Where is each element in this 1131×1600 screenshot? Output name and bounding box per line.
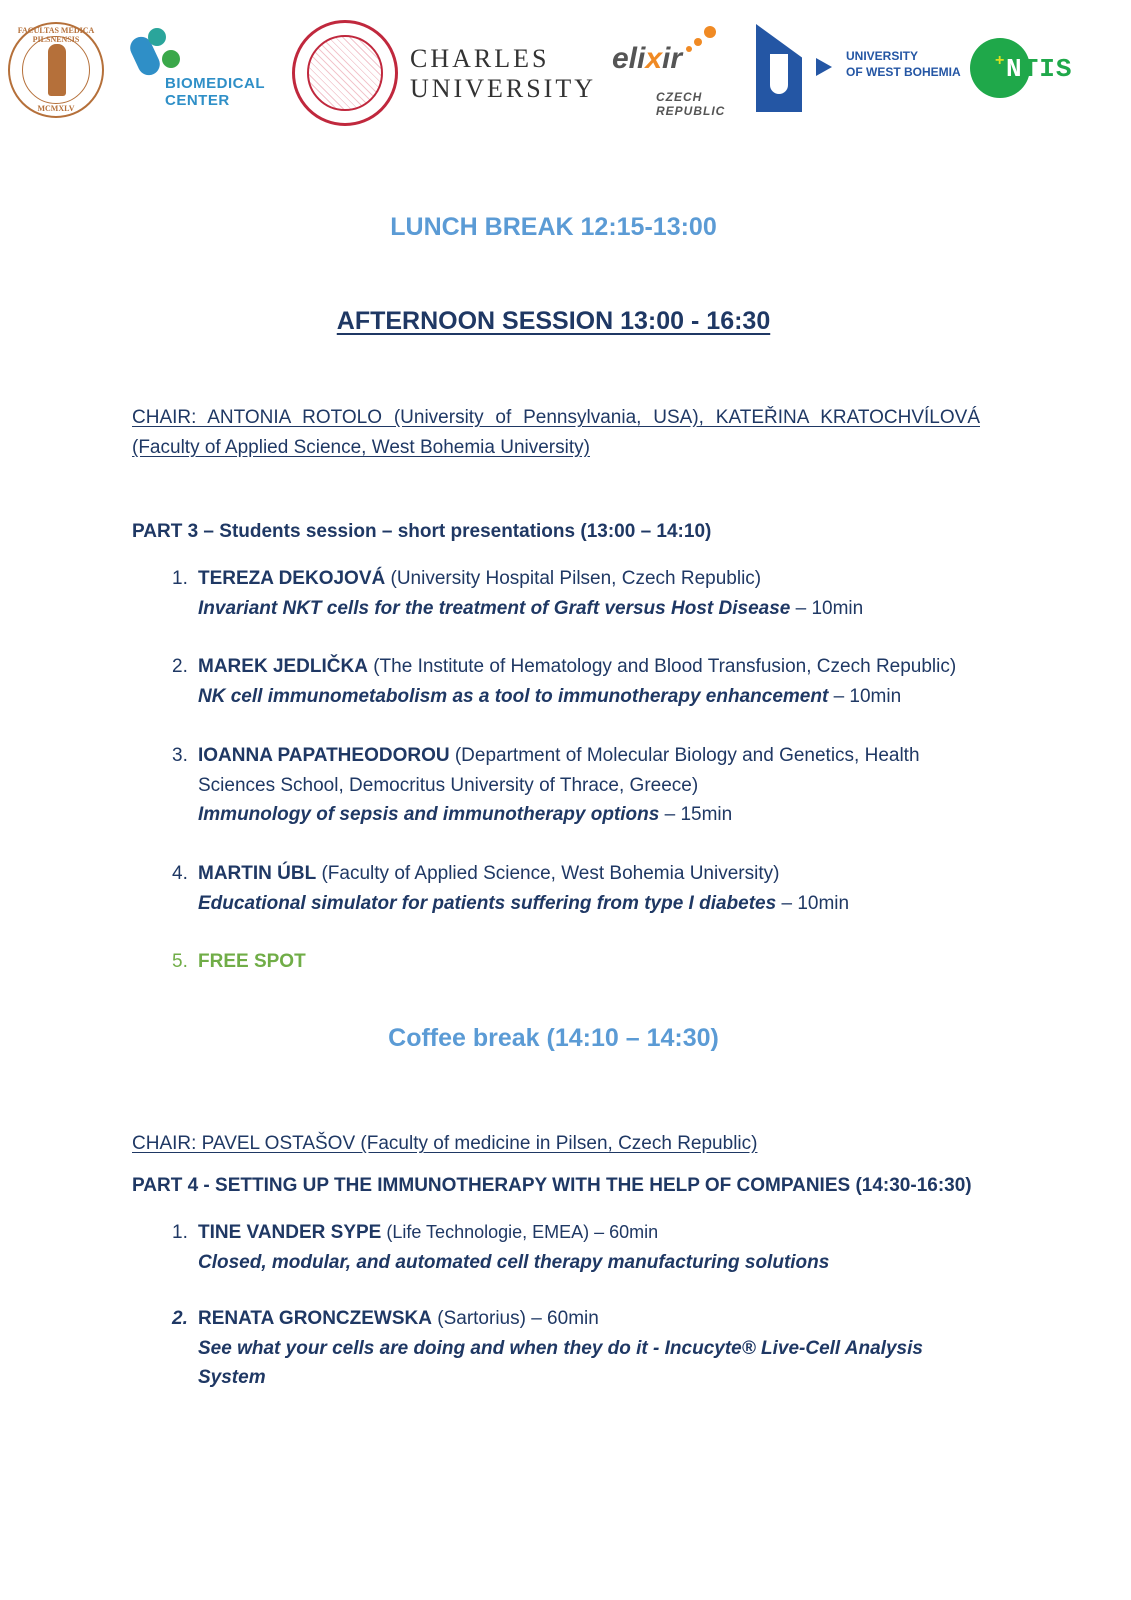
elixir-line1: CZECH [656,90,703,104]
uwb-line2: OF WEST BOHEMIA [846,65,961,79]
list-item: 1. TINE VANDER SYPE (Life Technologie, EMEA) – 60min Closed, modular, and automated cell therapy manufacturing solutions [172,1222,830,1273]
seal-bottom-text: MCMXLV [37,104,75,113]
elixir-wordmark: elixir [612,42,683,75]
elixir-dot-icon [686,46,692,52]
charles-line2: UNIVERSITY [410,74,596,103]
biomedical-dot-icon [162,50,180,68]
uwb-logo [756,24,966,116]
part4-heading: PART 4 - SETTING UP THE IMMUNOTHERAPY WITH THE HELP OF COMPANIES (14:30-16:30) [132,1175,972,1196]
talk-duration: – 10min [790,597,864,619]
list-item-free-spot: 5. FREE SPOT [172,951,306,972]
charles-university-seal-icon [292,20,398,126]
seal-top-text: FACULTAS MEDICA PILSNENSIS [17,26,95,44]
uwb-triangle-icon [816,58,832,76]
speaker-name: TEREZA DEKOJOVÁ [198,568,386,589]
talk-title: Invariant NKT cells for the treatment of Graft versus Host Disease [198,597,791,619]
list-item: 2. MAREK JEDLIČKA (The Institute of Hematology and Blood Transfusion, Czech Republic) NK cell immunometabolism as a tool to immunotherapy enhancement – 10min [172,656,957,707]
ntis-logo [970,38,1090,100]
speaker-name: TINE VANDER SYPE [198,1222,382,1243]
speaker-affiliation: (Life Technologie, EMEA) – 60min [381,1222,659,1242]
talk-duration: – 10min [828,685,902,707]
chair-part3: CHAIR: ANTONIA ROTOLO (University of Pennsylvania, USA), KATEŘINA KRATOCHVÍLOVÁ (Faculty of Applied Science, West Bohemia University) [132,407,980,458]
biomedical-line2: CENTER [165,92,230,109]
talk-duration: – 15min [659,804,733,825]
speaker-affiliation: (Department of Molecular Biology and Genetics, Health Sciences School, Democritus University of Thrace, Greece) [198,745,920,796]
lunch-break-heading: LUNCH BREAK 12:15-13:00 [390,213,717,241]
list-item: 4. MARTIN ÚBL (Faculty of Applied Science, West Bohemia University) Educational simulator for patients suffering from type I diabetes – 10min [172,863,850,914]
talk-title: Closed, modular, and automated cell therapy manufacturing solutions [198,1251,830,1273]
charles-university-wordmark [410,44,596,104]
talk-title: Immunology of sepsis and immunotherapy options [198,804,660,825]
logo-header [0,0,1131,140]
speaker-name: IOANNA PAPATHEODOROU [198,745,450,766]
chair-part4: CHAIR: PAVEL OSTAŠOV (Faculty of medicine in Pilsen, Czech Republic) [132,1133,758,1154]
elixir-dot-icon [694,38,702,46]
talk-title: Educational simulator for patients suffering from type I diabetes [198,892,777,914]
speaker-name: RENATA GRONCZEWSKA [198,1308,432,1329]
biomedical-dot-icon [148,28,166,46]
speaker-affiliation: (University Hospital Pilsen, Czech Republic) [385,568,762,589]
talk-duration: – 10min [776,892,850,914]
afternoon-session-heading: AFTERNOON SESSION 13:00 - 16:30 [336,307,771,335]
list-item: 1. TEREZA DEKOJOVÁ (University Hospital Pilsen, Czech Republic) Invariant NKT cells for the treatment of Graft versus Host Disease – 10min [172,568,864,619]
speaker-name: MARTIN ÚBL [198,863,317,884]
uwb-line1: UNIVERSITY [846,49,919,63]
coffee-break-heading: Coffee break (14:10 – 14:30) [388,1024,719,1052]
elixir-line2: REPUBLIC [656,104,726,118]
ntis-plus-icon: + [995,52,1005,69]
part3-heading: PART 3 – Students session – short presentations (13:00 – 14:10) [132,521,712,542]
ntis-wordmark: NTIS [1006,54,1073,84]
biomedical-center-logo [130,28,275,113]
elixir-logo [608,24,738,119]
list-item: 2. RENATA GRONCZEWSKA (Sartorius) – 60min See what your cells are doing and when they do it - Incucyte® Live-Cell Analysis System [172,1308,923,1388]
talk-title: NK cell immunometabolism as a tool to immunotherapy enhancement [198,685,829,707]
free-spot-label: FREE SPOT [198,951,306,972]
elixir-dot-icon [704,26,716,38]
speaker-affiliation: (The Institute of Hematology and Blood Transfusion, Czech Republic) [367,656,957,677]
speaker-affiliation: (Faculty of Applied Science, West Bohemia University) [316,863,780,884]
faculty-medicine-pilsen-seal-icon [8,22,104,118]
speaker-affiliation: (Sartorius) – 60min [431,1308,599,1329]
biomedical-line1: BIOMEDICAL [165,75,265,92]
speaker-name: MAREK JEDLIČKA [198,656,368,677]
talk-title: See what your cells are doing and when they do it - Incucyte® Live-Cell Analysis System [198,1337,923,1388]
charles-line1: CHARLES [410,44,550,73]
list-item: 3. IOANNA PAPATHEODOROU (Department of Molecular Biology and Genetics, Health Sciences School, Democritus University of Thrace, Greece) Immunology of sepsis and immunotherapy options – 15min [172,745,920,825]
